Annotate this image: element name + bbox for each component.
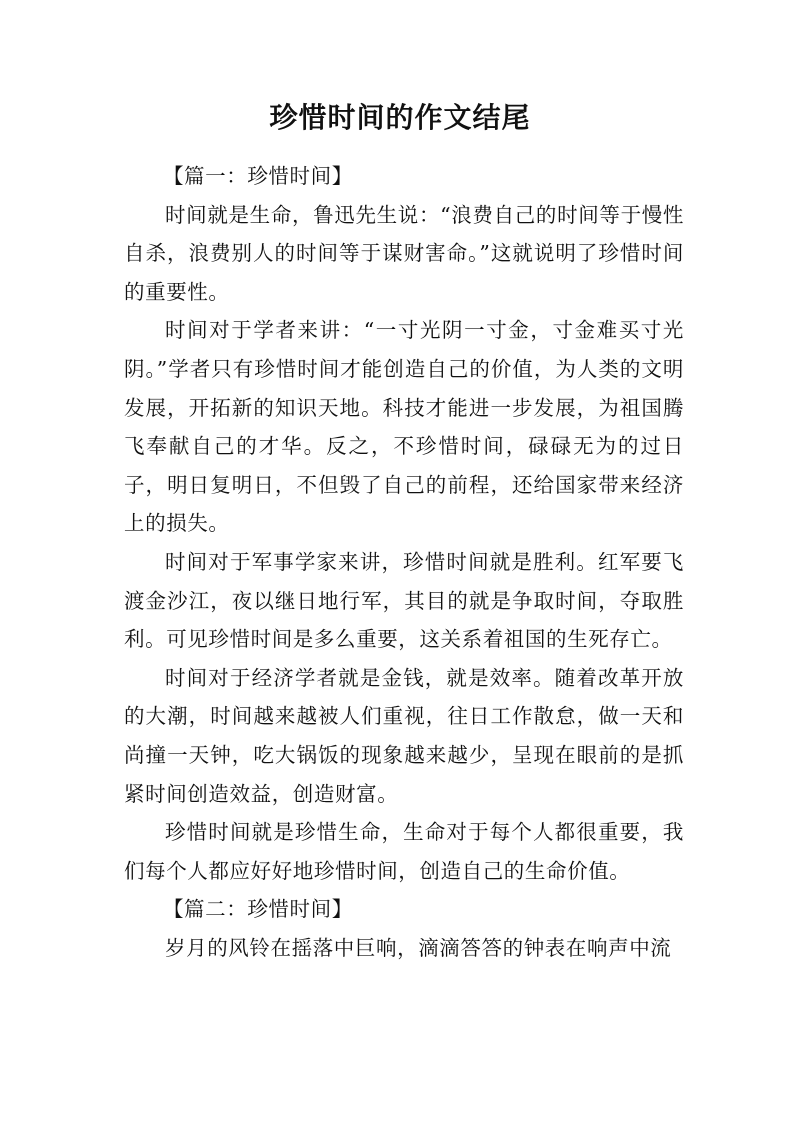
paragraph: 时间就是生命，鲁迅先生说：“浪费自己的时间等于慢性自杀，浪费别人的时间等于谋财害命。”这就说明了珍惜时间的重要性。	[124, 202, 684, 304]
document-title: 珍惜时间的作文结尾	[269, 101, 531, 134]
paragraph: 时间对于学者来讲：“一寸光阴一寸金，寸金难买寸光阴。”学者只有珍惜时间才能创造自己的价值，为人类的文明发展，开拓新的知识天地。科技才能进一步发展，为祖国腾飞奉献自己的才华。反之，不珍惜时间，碌碌无为的过日子，明日复明日，不但毁了自己的前程，还给国家带来经济上的损失。	[124, 318, 684, 536]
section-heading-1: 【篇一：珍惜时间】	[162, 164, 353, 188]
paragraph: 时间对于经济学者就是金钱，就是效率。随着改革开放的大潮，时间越来越被人们重视，往日工作散怠，做一天和尚撞一天钟，吃大锅饭的现象越来越少，呈现在眼前的是抓紧时间创造效益，创造财富。	[124, 665, 684, 806]
paragraph: 时间对于军事学家来讲，珍惜时间就是胜利。红军要飞渡金沙江，夜以继日地行军，其目的就是争取时间，夺取胜利。可见珍惜时间是多么重要，这关系着祖国的生死存亡。	[124, 549, 684, 652]
section-heading-2: 【篇二：珍惜时间】	[162, 897, 353, 922]
paragraph: 珍惜时间就是珍惜生命，生命对于每个人都很重要，我们每个人都应好好地珍惜时间，创造自己的生命价值。	[124, 820, 684, 883]
paragraph: 岁月的风铃在摇落中巨响，滴滴答答的钟表在响声中流	[165, 935, 672, 960]
document-body	[124, 157, 684, 967]
